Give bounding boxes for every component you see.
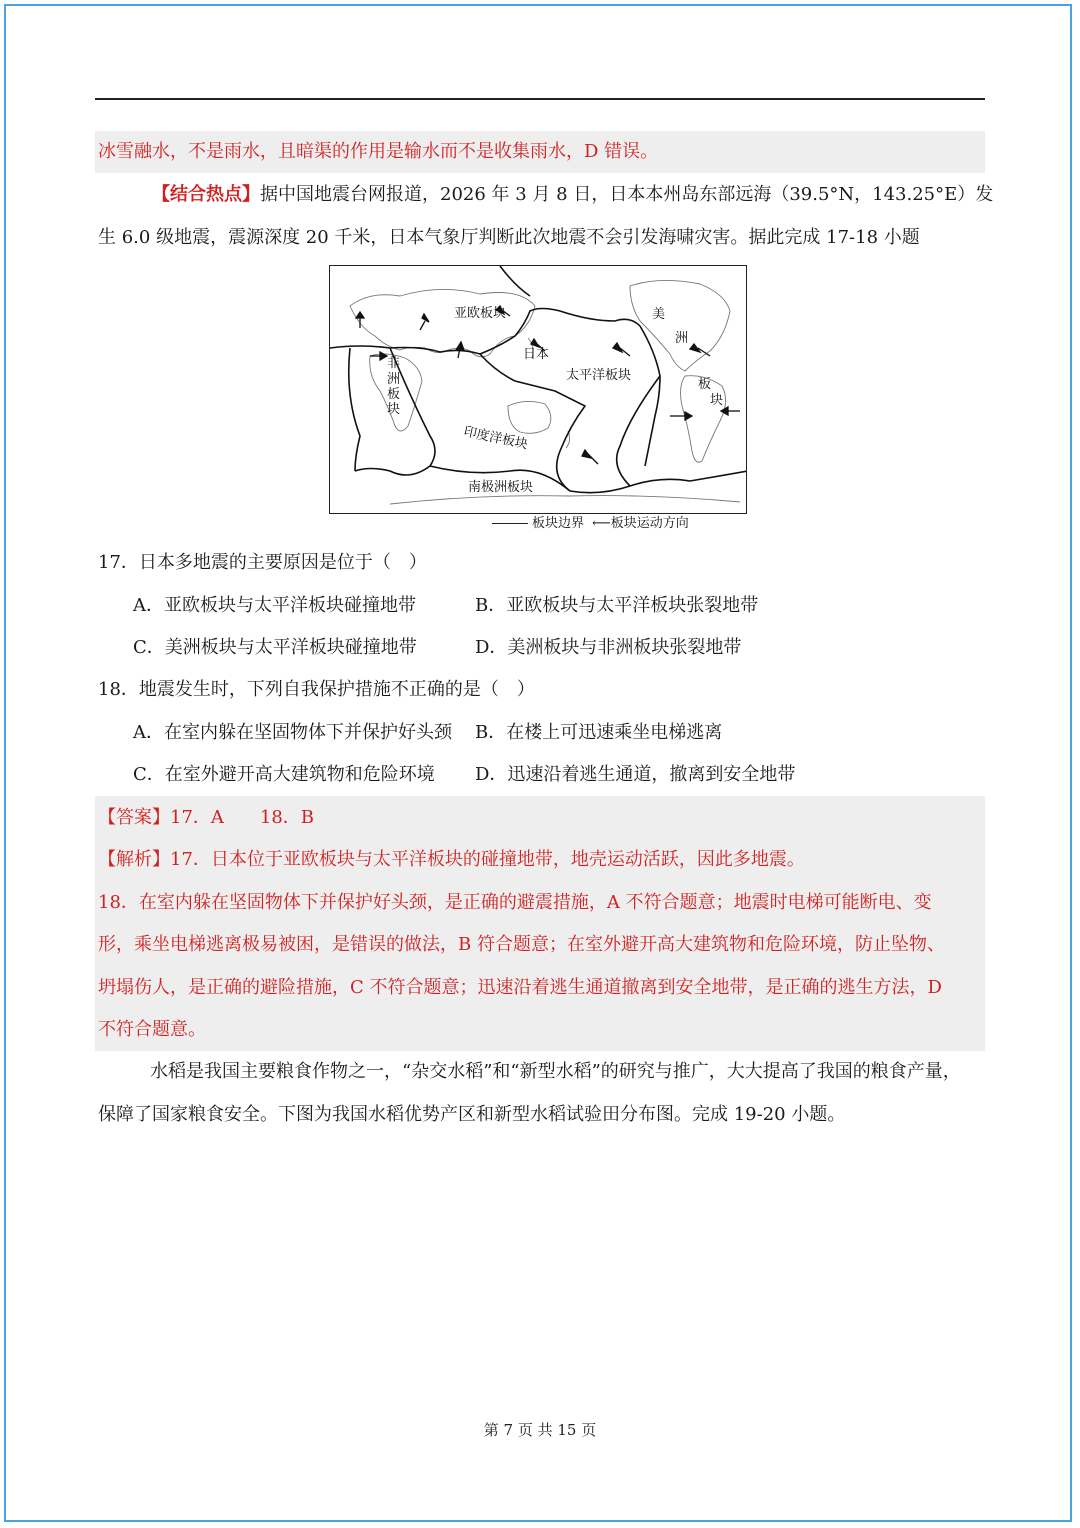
q18-option-b: B．在楼上可迅速乘坐电梯逃离: [475, 722, 723, 743]
q17-option-b: B．亚欧板块与太平洋板块张裂地带: [475, 595, 759, 616]
label-africa-3: 板: [387, 387, 401, 402]
legend-motion-label: 板块运动方向: [610, 516, 689, 531]
label-africa-1: 非: [387, 356, 401, 371]
q18-stem: 18．地震发生时，下列自我保护措施不正确的是（ ）: [98, 679, 535, 700]
hot-topic-tag: 【结合热点】: [152, 184, 260, 205]
q17-stem: 17．日本多地震的主要原因是位于（ ）: [98, 552, 427, 573]
answer-tag: 【答案】: [98, 807, 170, 828]
arrow-8: [670, 412, 692, 420]
legend-boundary-label: 板块边界: [532, 516, 585, 531]
answer-shade: [95, 796, 985, 1051]
boundary-pacific-america: [640, 326, 660, 466]
rice-line1: 水稻是我国主要粮食作物之一，“杂交水稻”和“新型水稻”的研究与推广，大大提高了我国的粮食产量，: [150, 1061, 961, 1082]
label-eurasia: 亚欧板块: [454, 306, 507, 321]
continent-australia: [508, 401, 551, 433]
continent-north-america: [630, 280, 730, 371]
analysis-text1: 17．日本位于亚欧板块与太平洋板块的碰撞地带，地壳运动活跃，因此多地震。: [170, 849, 805, 870]
q17-option-c: C．美洲板块与太平洋板块碰撞地带: [133, 637, 417, 658]
label-africa-2: 洲: [387, 372, 401, 387]
map-legend: [492, 516, 689, 532]
q17-option-a: A．亚欧板块与太平洋板块碰撞地带: [133, 595, 416, 616]
hot-topic-line1: [152, 183, 993, 207]
arrow-6: [613, 343, 630, 356]
analysis-line4: 坍塌伤人，是正确的避险措施，C 不符合题意；迅速沿着逃生通道撤离到安全地带，是正确的逃生方法，D: [98, 977, 942, 998]
page-footer: 第 7 页 共 15 页: [483, 1421, 597, 1439]
arrow-3: [456, 342, 464, 358]
label-indian: 印度洋板块: [462, 424, 529, 453]
analysis-line5: 不符合题意。: [98, 1019, 206, 1040]
boundary-east-pacific-rise: [617, 376, 660, 486]
q17-option-d: D．美洲板块与非洲板块张裂地带: [475, 637, 742, 658]
q18-option-c: C．在室外避开高大建筑物和危险环境: [133, 764, 435, 785]
q18-option-a: A．在室内躲在坚固物体下并保护好头颈: [133, 722, 452, 743]
boundary-mid-atlantic: [349, 348, 360, 471]
legend-arrow-icon: ⟵: [592, 516, 611, 531]
label-pacific: 太平洋板块: [566, 368, 632, 383]
analysis-line3: 形，乘坐电梯逃离极易被困，是错误的做法，B 符合题意；在室外避开高大建筑物和危险环境，防止坠物、: [98, 934, 945, 955]
arrow-2: [420, 314, 429, 330]
continent-antarctica: [390, 496, 740, 504]
label-america-3: 板: [698, 377, 712, 392]
intro-text: 冰雪融水，不是雨水，且暗渠的作用是输水而不是收集雨水，D 错误。: [98, 141, 659, 162]
analysis-tag: 【解析】: [98, 849, 170, 870]
q18-option-d: D．迅速沿着逃生通道，撤离到安全地带: [475, 764, 796, 785]
rice-line2: 保障了国家粮食安全。下图为我国水稻优势产区和新型水稻试验田分布图。完成 19-20 小题。: [98, 1104, 846, 1125]
label-antarctic: 南极洲板块: [468, 480, 534, 495]
label-america-2: 洲: [675, 331, 689, 346]
arrow-1: [356, 312, 364, 328]
legend-boundary-icon: [492, 523, 528, 524]
answer-line: [98, 806, 314, 830]
label-africa-4: 块: [387, 402, 401, 417]
boundary-north-pacific: [500, 266, 530, 296]
label-america-4: 块: [710, 393, 724, 408]
plate-map: [329, 265, 747, 514]
label-america-1: 美: [652, 307, 666, 322]
hot-topic-text1: 据中国地震台网报道，2026 年 3 月 8 日，日本本州岛东部远海（39.5°N，143.25°E）发: [260, 184, 994, 205]
arrow-11: [370, 352, 387, 360]
header-rule: [95, 98, 985, 100]
analysis-line1: [98, 848, 805, 872]
arrow-9: [721, 407, 740, 415]
arrow-10: [582, 450, 598, 464]
arrow-7: [690, 344, 710, 356]
answer-text: 17．A 18．B: [170, 807, 315, 828]
hot-topic-line2: 生 6.0 级地震，震源深度 20 千米，日本气象厅判断此次地震不会引发海啸灾害。据此完成 17-18 小题: [98, 227, 920, 248]
label-japan: 日本: [523, 347, 550, 362]
analysis-line2: 18．在室内躲在坚固物体下并保护好头颈，是正确的避震措施，A 不符合题意；地震时电梯可能断电、变: [98, 892, 932, 913]
